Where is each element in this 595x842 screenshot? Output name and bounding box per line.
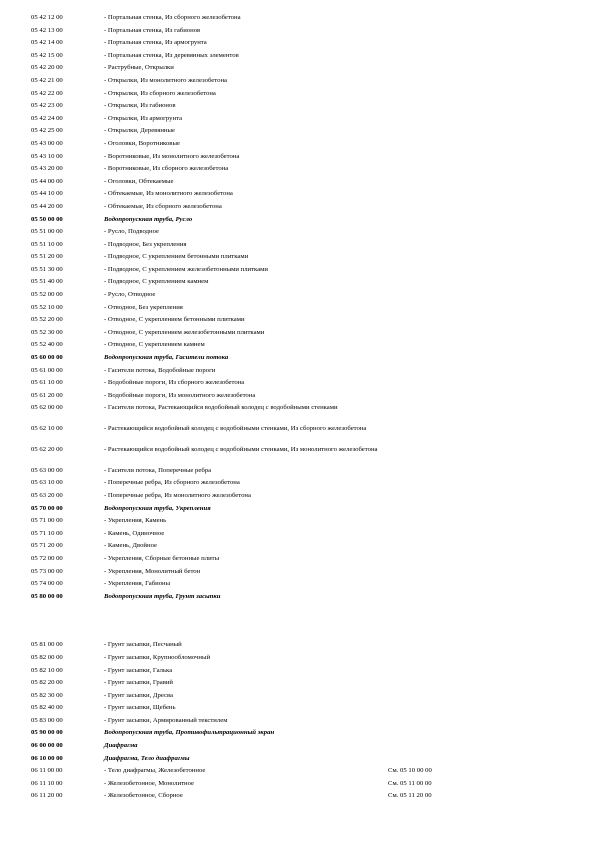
row-code: 05 51 40 00 <box>31 278 63 286</box>
classifier-row <box>0 140 595 153</box>
row-description: - Подводное, С укреплением камнем <box>104 278 209 286</box>
row-code: 05 63 10 00 <box>31 479 63 487</box>
row-code: 05 63 00 00 <box>31 466 63 474</box>
document-page <box>0 14 595 805</box>
row-code: 05 70 00 00 <box>31 504 63 512</box>
row-code: 06 11 00 00 <box>31 767 63 775</box>
classifier-heading-row <box>0 354 595 367</box>
row-code: 06 11 10 00 <box>31 779 63 787</box>
row-description: Водопропускная труба, Укрепления <box>104 504 211 512</box>
row-code: 05 51 30 00 <box>31 265 63 273</box>
row-code: 05 50 00 00 <box>31 215 63 223</box>
row-description: - Воротниковые, Из монолитного железобетона <box>104 152 240 160</box>
row-description: - Раструбные, Открылки <box>104 64 174 72</box>
classifier-row <box>0 530 595 543</box>
row-description: - Растекающийся водобойный колодец с водобойными стенками, Из монолитного железобетона <box>104 446 378 453</box>
row-description: - Подводное, Без укрепления <box>104 240 187 248</box>
classifier-row <box>0 203 595 216</box>
row-description: - Поперечные ребра, Из монолитного железобетона <box>104 491 251 499</box>
row-description: - Портальная стенка, Из армогрунта <box>104 39 207 47</box>
classifier-heading-row <box>0 505 595 518</box>
row-code: 05 82 40 00 <box>31 704 63 712</box>
row-description: - Грунт засыпки, Дресва <box>104 691 173 699</box>
classifier-row <box>0 392 595 405</box>
row-code: 05 71 20 00 <box>31 542 63 550</box>
classifier-row <box>0 266 595 279</box>
classifier-row <box>0 90 595 103</box>
row-code: 05 52 30 00 <box>31 328 63 336</box>
row-code: 05 42 15 00 <box>31 51 63 59</box>
row-code: 05 44 20 00 <box>31 202 63 210</box>
classifier-row <box>0 792 595 805</box>
row-description: - Портальная стенка, Из габионов <box>104 26 201 34</box>
row-code: 05 51 20 00 <box>31 253 63 261</box>
row-code: 05 42 14 00 <box>31 39 63 47</box>
classifier-row <box>0 304 595 317</box>
row-description: Диафрагма <box>104 742 138 750</box>
row-description: - Отводное, С укреплением железобетонными плитками <box>104 328 265 336</box>
row-code: 05 42 22 00 <box>31 89 63 97</box>
classifier-row <box>0 27 595 40</box>
classifier-row <box>0 115 595 128</box>
classifier-row <box>0 278 595 291</box>
classifier-row <box>0 127 595 140</box>
classifier-row <box>0 767 595 780</box>
row-description: - Грунт засыпки, Песчаный <box>104 641 182 649</box>
row-description: - Открылки, Из сборного железобетона <box>104 89 216 97</box>
classifier-row <box>0 679 595 692</box>
row-code: 05 82 00 00 <box>31 653 63 661</box>
row-code: 05 83 00 00 <box>31 716 63 724</box>
classifier-row <box>0 717 595 730</box>
classifier-row <box>0 367 595 380</box>
row-description: Водопропускная труба, Противофильтрационный экран <box>104 729 275 737</box>
row-code: 05 62 20 00 <box>31 446 63 453</box>
row-reference: См. 05 11 00 00 <box>388 779 432 787</box>
classifier-row <box>0 568 595 581</box>
row-code: 05 74 00 00 <box>31 580 63 588</box>
row-code: 05 61 10 00 <box>31 379 63 387</box>
row-description: - Укрепления, Камень <box>104 517 167 525</box>
row-description: - Открылки, Из армогрунта <box>104 114 183 122</box>
row-description: - Железобетонное, Сборное <box>104 792 183 800</box>
row-description: - Гасители потока, Растекающийся водобойный колодец с водобойными стенками <box>104 404 338 412</box>
classifier-row <box>0 517 595 530</box>
row-description: - Грунт засыпки, Галька <box>104 666 173 674</box>
row-code: 05 63 20 00 <box>31 491 63 499</box>
row-description: - Гасители потока, Поперечные ребра <box>104 466 212 474</box>
row-code: 05 81 00 00 <box>31 641 63 649</box>
row-code: 05 72 00 00 <box>31 554 63 562</box>
classifier-row <box>0 39 595 52</box>
classifier-row <box>0 291 595 304</box>
row-code: 05 42 23 00 <box>31 102 63 110</box>
row-code: 05 90 00 00 <box>31 729 63 737</box>
row-description: - Отводное, С укреплением камнем <box>104 341 205 349</box>
row-code: 05 42 13 00 <box>31 26 63 34</box>
row-description: - Растекающийся водобойный колодец с водобойными стенками, Из сборного железобетона <box>104 425 367 433</box>
row-description: - Гасители потока, Водобойные пороги <box>104 366 216 374</box>
classifier-row <box>0 542 595 555</box>
row-code: 05 42 24 00 <box>31 114 63 122</box>
row-description: - Водобойные пороги, Из монолитного железобетона <box>104 391 256 399</box>
row-description: - Отводное, Без укрепления <box>104 303 183 311</box>
row-reference: См. 05 11 20 00 <box>388 792 432 800</box>
classifier-row <box>0 641 595 654</box>
row-code: 05 42 21 00 <box>31 76 63 84</box>
classifier-heading-row <box>0 755 595 768</box>
row-code: 05 52 20 00 <box>31 316 63 324</box>
classifier-row <box>0 178 595 191</box>
row-code: 05 52 10 00 <box>31 303 63 311</box>
row-code: 05 43 10 00 <box>31 152 63 160</box>
row-description: - Русло, Подводное <box>104 228 159 236</box>
row-code: 06 00 00 00 <box>31 742 63 750</box>
row-code: 05 82 30 00 <box>31 691 63 699</box>
row-code: 05 60 00 00 <box>31 354 63 362</box>
row-code: 05 43 20 00 <box>31 165 63 173</box>
classifier-row <box>0 253 595 266</box>
row-description: - Отводное, С укреплением бетонными плитками <box>104 316 245 324</box>
row-description: - Укрепления, Габионы <box>104 580 171 588</box>
row-description: - Оголовки, Обтекаемые <box>104 177 174 185</box>
classifier-heading-row <box>0 593 595 606</box>
classifier-row <box>0 704 595 717</box>
row-code: 05 62 00 00 <box>31 404 63 412</box>
classifier-row <box>0 667 595 680</box>
row-description: - Камень, Двойное <box>104 542 157 550</box>
row-description: - Открылки, Из монолитного железобетона <box>104 76 227 84</box>
classifier-row <box>0 14 595 27</box>
classifier-section-1 <box>0 14 595 605</box>
row-description: - Открылки, Из габионов <box>104 102 176 110</box>
row-description: - Грунт засыпки, Армированный текстилем <box>104 716 228 724</box>
classifier-row <box>0 77 595 90</box>
row-description: - Железобетонное, Монолитное <box>104 779 194 787</box>
row-description: - Портальная стенка, Из деревянных элементов <box>104 51 239 59</box>
row-description: - Оголовки, Воротниковые <box>104 139 180 147</box>
row-code: 05 42 20 00 <box>31 64 63 72</box>
classifier-row <box>0 692 595 705</box>
classifier-row <box>0 165 595 178</box>
row-description: - Воротниковые, Из сборного железобетона <box>104 165 229 173</box>
row-description: - Тело диафрагмы, Железобетонное <box>104 767 206 775</box>
row-description: - Русло, Отводное <box>104 291 156 299</box>
row-description: - Укрепления, Сборные бетонные плиты <box>104 554 220 562</box>
classifier-heading-row <box>0 729 595 742</box>
row-code: 05 44 00 00 <box>31 177 63 185</box>
classifier-row <box>0 492 595 505</box>
row-description: - Грунт засыпки, Щебень <box>104 704 176 712</box>
classifier-row <box>0 467 595 480</box>
classifier-row <box>0 190 595 203</box>
classifier-heading-row <box>0 216 595 229</box>
row-description: - Подводное, С укреплением железобетонными плитками <box>104 265 268 273</box>
classifier-row <box>0 446 595 467</box>
classifier-row <box>0 555 595 568</box>
row-code: 05 51 00 00 <box>31 228 63 236</box>
row-code: 05 82 10 00 <box>31 666 63 674</box>
row-description: Диафрагма, Тело диафрагмы <box>104 754 190 762</box>
classifier-row <box>0 341 595 354</box>
row-description: - Обтекаемые, Из сборного железобетона <box>104 202 222 210</box>
row-description: - Обтекаемые, Из монолитного железобетона <box>104 190 233 198</box>
row-code: 05 51 10 00 <box>31 240 63 248</box>
row-description: Водопропускная труба, Гасители потока <box>104 354 229 362</box>
classifier-row <box>0 102 595 115</box>
row-description: - Поперечные ребра, Из сборного железобетона <box>104 479 240 487</box>
classifier-row <box>0 654 595 667</box>
row-code: 05 73 00 00 <box>31 567 63 575</box>
row-description: - Грунт засыпки, Крупнообломочный <box>104 653 211 661</box>
classifier-row <box>0 153 595 166</box>
row-code: 05 43 00 00 <box>31 139 63 147</box>
row-description: - Открылки, Деревянные <box>104 127 175 135</box>
classifier-row <box>0 241 595 254</box>
classifier-row <box>0 228 595 241</box>
row-code: 05 52 00 00 <box>31 291 63 299</box>
classifier-row <box>0 316 595 329</box>
row-code: 05 42 25 00 <box>31 127 63 135</box>
classifier-row <box>0 329 595 342</box>
classifier-row <box>0 52 595 65</box>
row-description: Водопропускная труба, Русло <box>104 215 193 223</box>
classifier-heading-row <box>0 742 595 755</box>
row-description: Водопропускная труба, Грунт засыпки <box>104 592 221 600</box>
row-description: - Грунт засыпки, Гравий <box>104 679 174 687</box>
row-reference: См. 05 10 00 00 <box>388 767 432 775</box>
row-description: - Камень, Одиночное <box>104 529 165 537</box>
classifier-section-2 <box>0 641 595 805</box>
classifier-row <box>0 64 595 77</box>
row-description: - Укрепления, Монолитный бетон <box>104 567 201 575</box>
row-code: 05 62 10 00 <box>31 425 63 433</box>
row-code: 05 61 00 00 <box>31 366 63 374</box>
classifier-row <box>0 780 595 793</box>
row-code: 05 82 20 00 <box>31 679 63 687</box>
row-code: 05 80 00 00 <box>31 592 63 600</box>
row-code: 05 71 10 00 <box>31 529 63 537</box>
row-code: 05 42 12 00 <box>31 14 63 21</box>
classifier-row <box>0 479 595 492</box>
row-code: 05 71 00 00 <box>31 517 63 525</box>
row-description: - Портальная стенка, Из сборного железобетона <box>104 14 241 21</box>
row-description: - Подводное, С укреплением бетонными плитками <box>104 253 249 261</box>
section-gap <box>0 605 595 641</box>
row-code: 05 44 10 00 <box>31 190 63 198</box>
classifier-row <box>0 379 595 392</box>
row-code: 05 52 40 00 <box>31 341 63 349</box>
row-description: - Водобойные пороги, Из сборного железобетона <box>104 379 245 387</box>
classifier-row <box>0 404 595 425</box>
classifier-row <box>0 425 595 446</box>
row-code: 06 11 20 00 <box>31 792 63 800</box>
row-code: 05 61 20 00 <box>31 391 63 399</box>
row-code: 06 10 00 00 <box>31 754 63 762</box>
classifier-row <box>0 580 595 593</box>
